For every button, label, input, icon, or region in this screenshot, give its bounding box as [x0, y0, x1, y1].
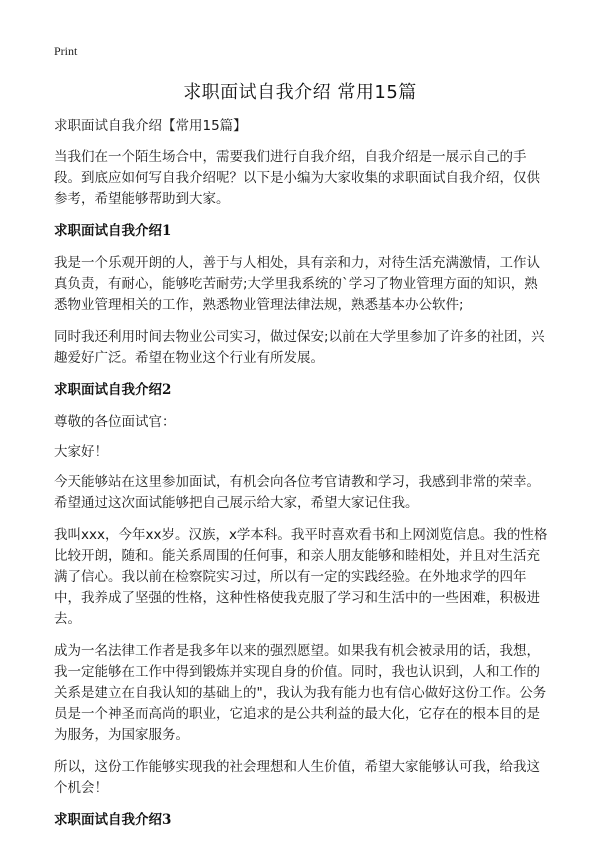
print-label: Print [54, 44, 78, 58]
section2-greeting: 大家好！ [54, 444, 108, 460]
section2-paragraph-2: 我叫xxx，今年xx岁。汉族，x学本科。我平时喜欢看书和上网浏览信息。我的性格比较开朗，随和。能关系周围的任何事，和亲人朋友能够和睦相处，并且对生活充满了信心。我以前在检察院实习过，所以有一定的实践经验。在外地求学的四年中，我养成了坚强的性格，这种性格使我克服了学习和生活中的一些困难，积极进去。 [54, 527, 548, 627]
section1-paragraph-2: 同时我还利用时间去物业公司实习，做过保安;以前在大学里参加了许多的社团，兴趣爱好广泛。希望在物业这个行业有所发展。 [54, 329, 545, 366]
section2-paragraph-3: 成为一名法律工作者是我多年以来的强烈愿望。如果我有机会被录用的话，我想，我一定能够在工作中得到锻炼并实现自身的价值。同时，我也认识到，人和工作的关系是建立在自我认知的基础上的"，我认为我有能力也有信心做好这份工作。公务员是一个神圣而高尚的职业，它追求的是公共利益的最大化，它存在的根本目的是为服务，为国家服务。 [54, 643, 547, 743]
section2-salutation: 尊敬的各位面试官： [54, 414, 176, 430]
document-body [54, 116, 550, 842]
section-heading-3: 求职面试自我介绍3 [54, 812, 172, 828]
section1-paragraph-1: 我是一个乐观开朗的人，善于与人相处，具有亲和力，对待生活充满激情，工作认真负责，有耐心，能够吃苦耐劳;大学里我系统的`学习了物业管理方面的知识，熟悉物业管理相关的工作，熟悉物业管理法律法规，熟悉基本办公软件; [54, 255, 540, 313]
intro-paragraph: 当我们在一个陌生场合中，需要我们进行自我介绍，自我介绍是一展示自己的手段。到底应如何写自我介绍呢？以下是小编为大家收集的求职面试自我介绍，仅供参考，希望能够帮助到大家。 [54, 149, 540, 207]
section2-paragraph-4: 所以，这份工作能够实现我的社会理想和人生价值，希望大家能够认可我，给我这个机会！ [54, 759, 540, 796]
section2-paragraph-1: 今天能够站在这里参加面试，有机会向各位考官请教和学习，我感到非常的荣幸。希望通过这次面试能够把自己展示给大家，希望大家记住我。 [54, 474, 540, 511]
page-title: 求职面试自我介绍 常用15篇 [183, 82, 417, 103]
section-heading-1: 求职面试自我介绍1 [54, 223, 172, 239]
section-heading-2: 求职面试自我介绍2 [54, 382, 172, 398]
document-subtitle: 求职面试自我介绍【常用15篇】 [54, 118, 247, 134]
